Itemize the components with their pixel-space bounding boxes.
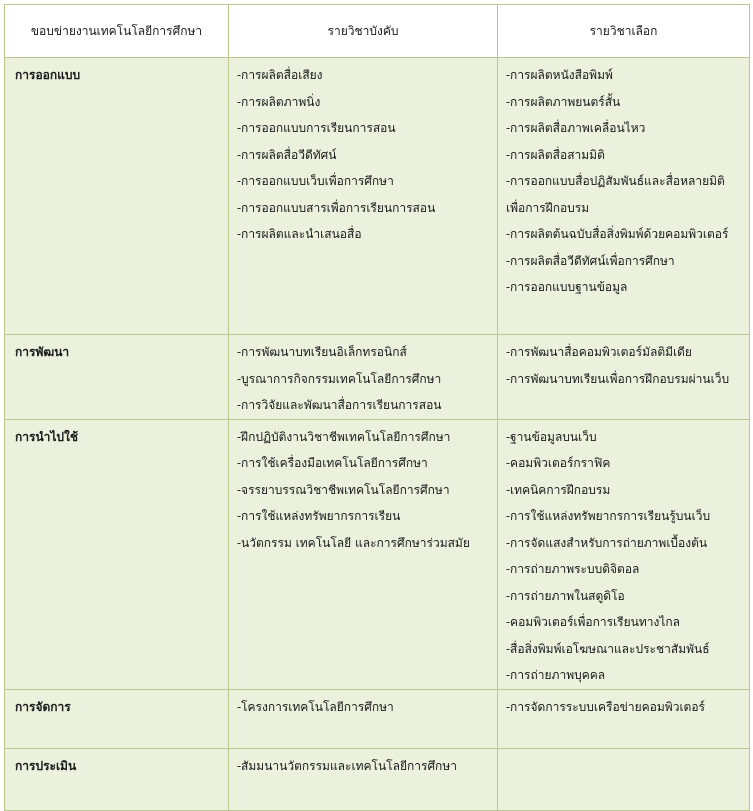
list-item: -การผลิตภาพยนตร์สั้น: [506, 94, 621, 109]
list-item: -การจัดการระบบเครือข่ายคอมพิวเตอร์: [506, 699, 705, 714]
header-elective-courses: รายวิชาเลือก: [498, 5, 750, 58]
list-item: -การจัดแสงสำหรับการถ่ายภาพเบื้องต้น: [506, 535, 708, 550]
elective-list: [498, 335, 750, 420]
list-item: -การผลิตและนำเสนอสื่อ: [237, 227, 362, 241]
required-list: [229, 335, 498, 420]
list-item: -การผลิตสื่อเสียง: [237, 68, 323, 82]
elective-list: [498, 419, 750, 689]
list-item: -การออกแบบฐานข้อมูล: [506, 280, 628, 294]
list-item: -สัมมนานวัตกรรมและเทคโนโลยีการศึกษา: [237, 758, 457, 773]
list-item: -การออกแบบสารเพื่อการเรียนการสอน: [237, 200, 436, 215]
list-item: -การผลิตต้นฉบับสื่อสิ่งพิมพ์ด้วยคอมพิวเตอร์: [506, 227, 729, 241]
table-row: [5, 335, 750, 420]
list-item: -ฐานข้อมูลบนเว็บ: [506, 429, 597, 444]
list-item: -การพัฒนาบทเรียนเพื่อการฝึกอบรมผ่านเว็บ: [506, 371, 730, 386]
elective-list: [498, 689, 750, 748]
list-item: -การพัฒนาบทเรียนอิเล็กทรอนิกส์: [237, 345, 407, 359]
list-item: เพื่อการฝึกอบรม: [506, 200, 590, 215]
list-item: -การถ่ายภาพในสตูดิโอ: [506, 588, 625, 603]
list-item: -การออกแบบสื่อปฏิสัมพันธ์และสื่อหลายมิติ: [506, 174, 725, 188]
list-item: -โครงการเทคโนโลยีการศึกษา: [237, 699, 394, 714]
list-item: -สื่อสิ่งพิมพ์เอโฆษณาและประชาสัมพันธ์: [506, 641, 710, 656]
category-utilization: การนำไปใช้: [5, 419, 229, 689]
category-design: การออกแบบ: [5, 58, 229, 335]
table-row: [5, 58, 750, 335]
list-item: -การผลิตสื่อภาพเคลื่อนไหว: [506, 121, 646, 135]
list-item: -การผลิตภาพนิ่ง: [237, 94, 321, 109]
table-row: [5, 419, 750, 689]
list-item: -การผลิตสื่อวีดีทัศน์: [237, 147, 337, 162]
list-item: -ฝึกปฏิบัติงานวิชาชีพเทคโนโลยีการศึกษา: [237, 429, 451, 444]
list-item: -การผลิตสื่อวีดีทัศน์เพื่อการศึกษา: [506, 253, 675, 268]
category-management: การจัดการ: [5, 689, 229, 748]
list-item: -การผลิตสื่อสามมิติ: [506, 147, 605, 162]
header-row: [5, 5, 750, 58]
list-item: -เทคนิคการฝึกอบรม: [506, 482, 611, 497]
elective-list: [498, 58, 750, 335]
required-list: [229, 419, 498, 689]
list-item: -การใช้เครื่องมือเทคโนโลยีการศึกษา: [237, 456, 428, 470]
category-evaluation: การประเมิน: [5, 748, 229, 810]
header-scope: ขอบข่ายงานเทคโนโลยีการศึกษา: [5, 5, 229, 58]
list-item: -จรรยาบรรณวิชาชีพเทคโนโลยีการศึกษา: [237, 482, 450, 497]
list-item: -การถ่ายภาพบุคคล: [506, 668, 606, 682]
list-item: -คอมพิวเตอร์เพื่อการเรียนทางไกล: [506, 615, 681, 629]
list-item: -การใช้แหล่งทรัพยากรการเรียนรู้บนเว็บ: [506, 509, 711, 523]
header-required-courses: รายวิชาบังคับ: [229, 5, 498, 58]
elective-list: [498, 748, 750, 810]
required-list: [229, 689, 498, 748]
list-item: -บูรณาการกิจกรรมเทคโนโลยีการศึกษา: [237, 371, 442, 386]
required-list: [229, 58, 498, 335]
list-item: -การถ่ายภาพระบบดิจิตอล: [506, 562, 640, 576]
list-item: -การออกแบบการเรียนการสอน: [237, 121, 396, 135]
list-item: -การออกแบบเว็บเพื่อการศึกษา: [237, 174, 394, 188]
list-item: -การวิจัยและพัฒนาสื่อการเรียนการสอน: [237, 398, 442, 412]
curriculum-table: [4, 4, 750, 811]
category-development: การพัฒนา: [5, 335, 229, 420]
required-list: [229, 748, 498, 810]
list-item: -นวัตกรรม เทคโนโลยี และการศึกษาร่วมสมัย: [237, 535, 470, 550]
table-row: [5, 748, 750, 810]
list-item: -คอมพิวเตอร์กราฟิค: [506, 456, 611, 470]
list-item: -การพัฒนาสื่อคอมพิวเตอร์มัลติมีเดีย: [506, 345, 692, 359]
list-item: -การผลิตหนังสือพิมพ์: [506, 68, 613, 82]
table-row: [5, 689, 750, 748]
list-item: -การใช้แหล่งทรัพยากรการเรียน: [237, 509, 401, 523]
